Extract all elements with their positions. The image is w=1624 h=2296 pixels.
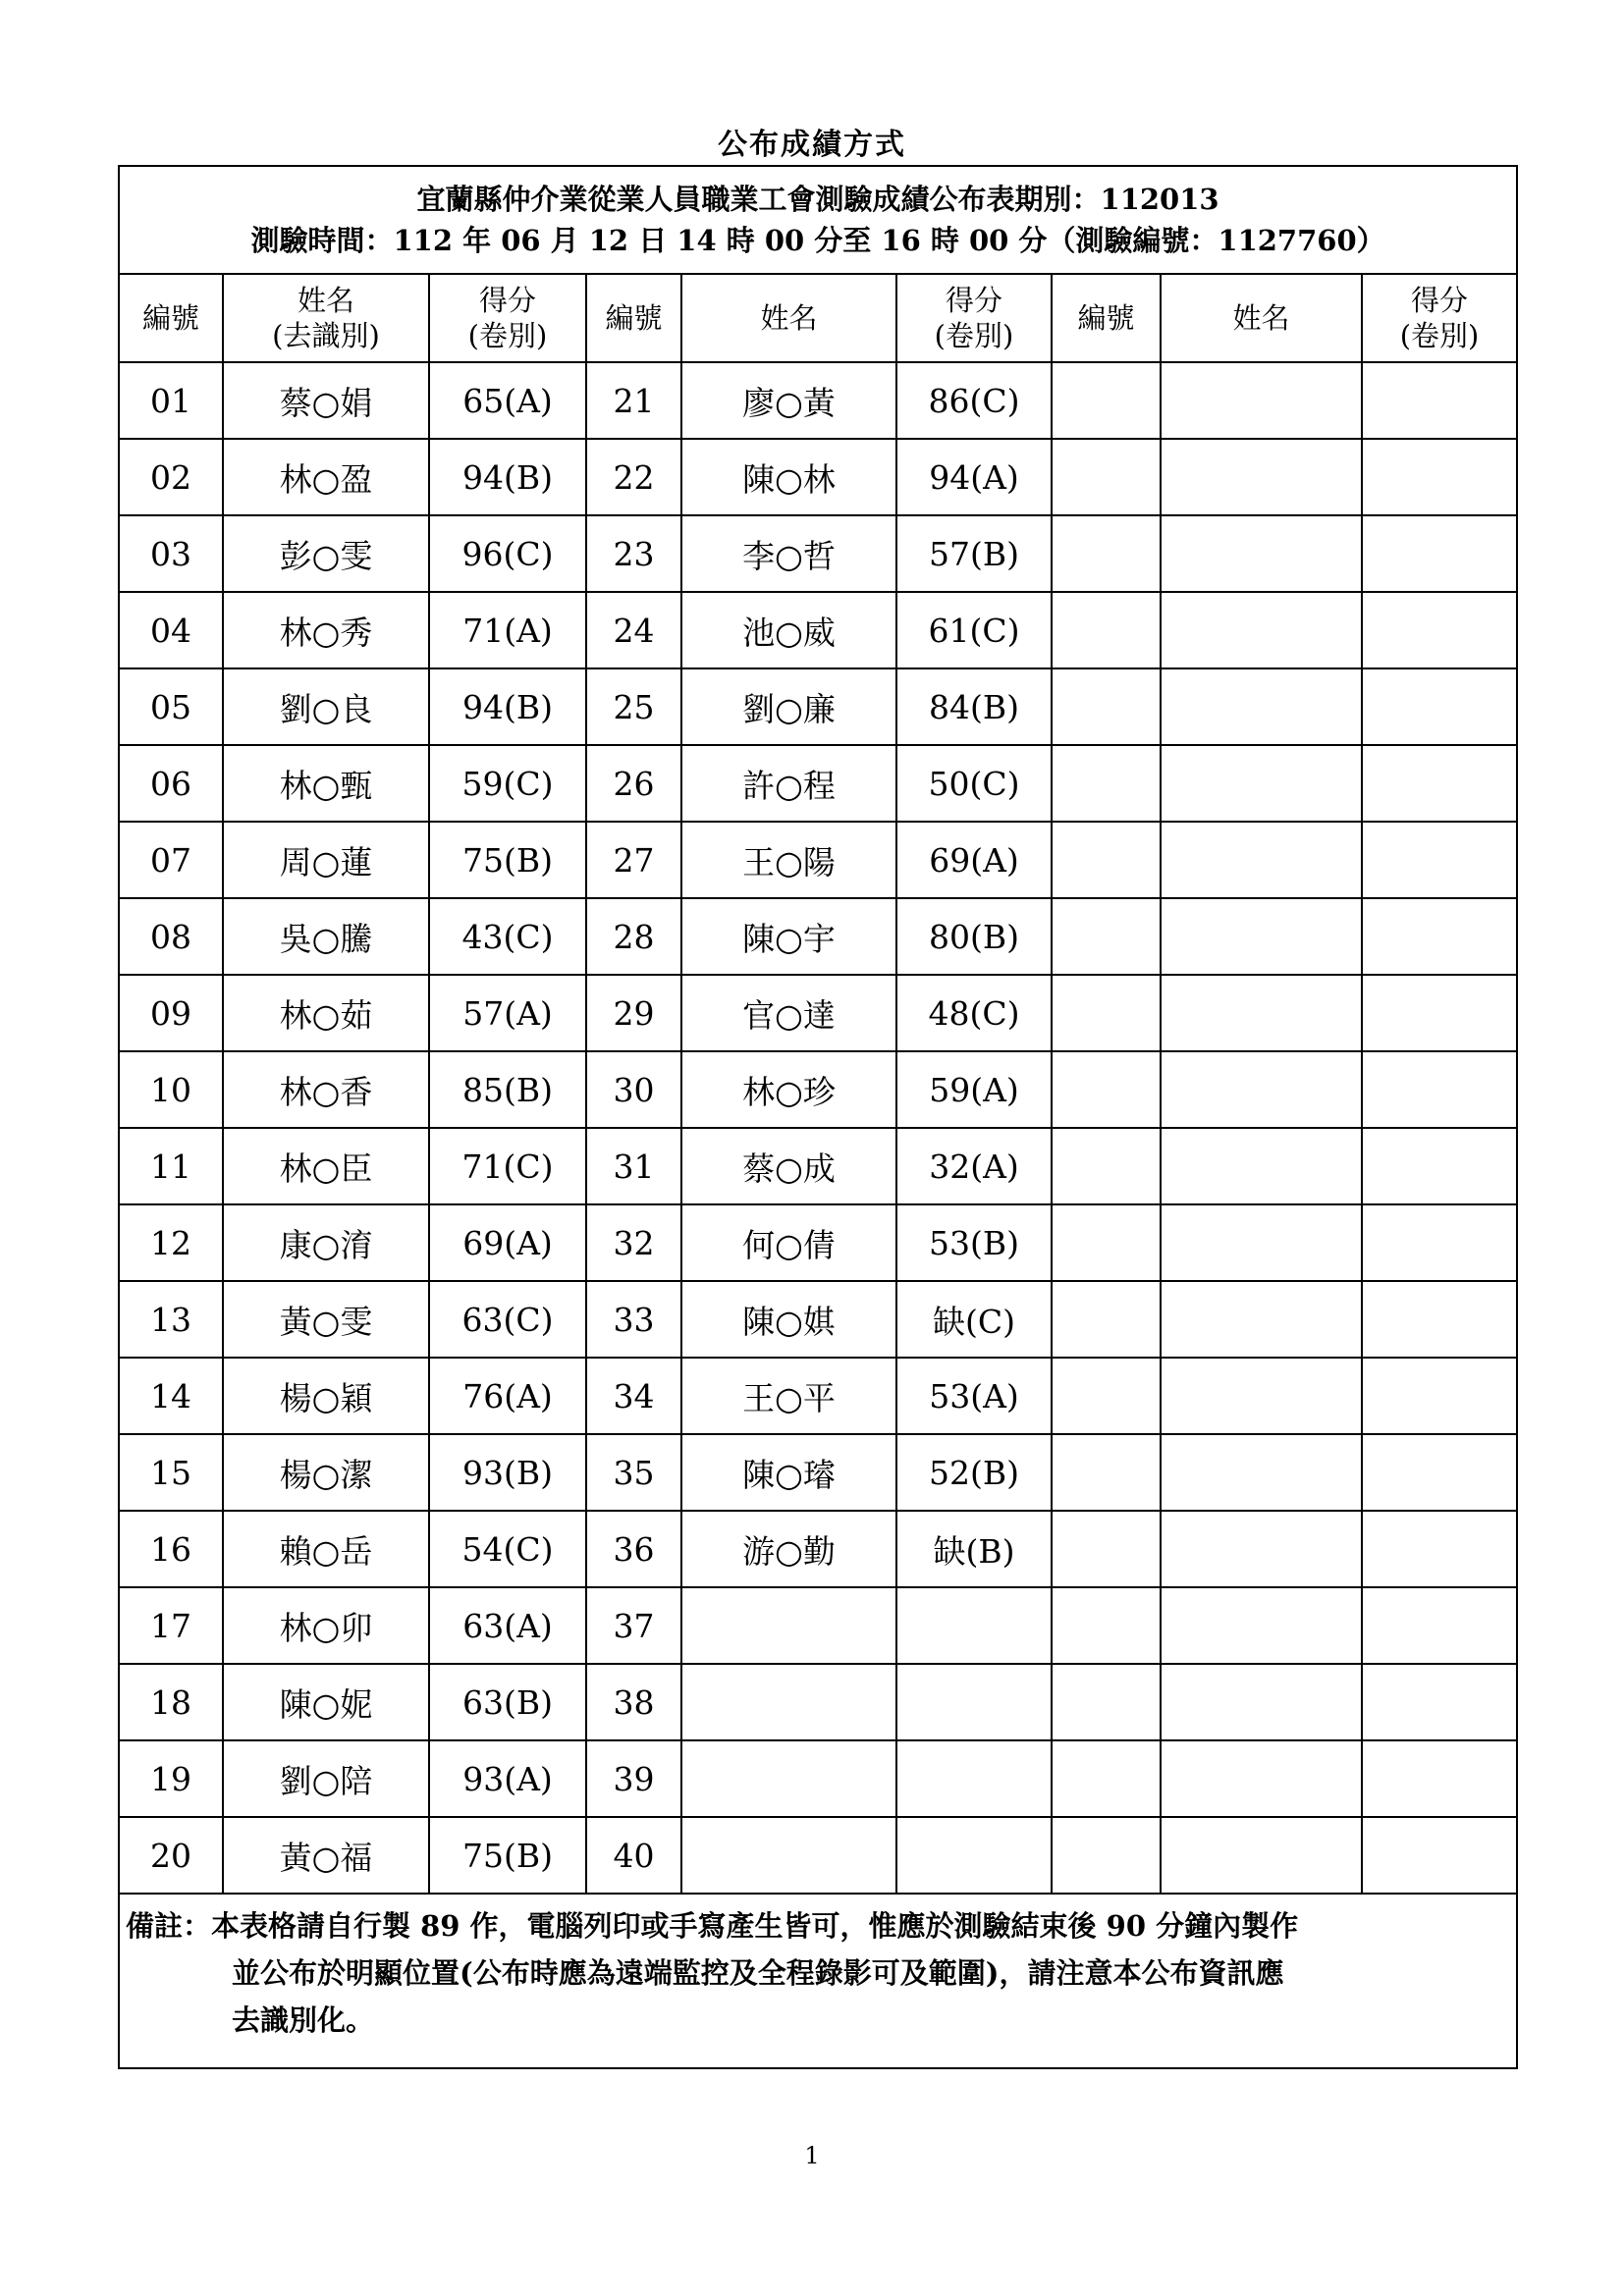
- row-name: 李○哲: [681, 515, 896, 592]
- row-name: 楊○潔: [223, 1434, 429, 1511]
- header-line-2: 測驗時間：112 年 06 月 12 日 14 時 00 分至 16 時 00 分（測驗編號：1127760）: [250, 224, 1385, 257]
- row-name: 王○平: [681, 1358, 896, 1434]
- table-row: [119, 1740, 1517, 1817]
- note-line3: 去識別化。: [232, 2003, 375, 2037]
- row-name: 陳○妮: [223, 1664, 429, 1740]
- col-score-3-l1: 得分: [1411, 284, 1469, 317]
- row-name: 林○珍: [681, 1051, 896, 1128]
- row-name: 吳○騰: [223, 898, 429, 975]
- table-row: [119, 1128, 1517, 1204]
- row-number: 19: [119, 1740, 223, 1817]
- empty-cell: [1362, 1281, 1517, 1358]
- row-name: 劉○陪: [223, 1740, 429, 1817]
- row-number: 34: [586, 1358, 681, 1434]
- empty-cell: [1052, 822, 1161, 898]
- row-number: 15: [119, 1434, 223, 1511]
- row-number: 21: [586, 362, 681, 439]
- row-score: [896, 1664, 1052, 1740]
- empty-cell: [1052, 1358, 1161, 1434]
- row-score: 80(B): [896, 898, 1052, 975]
- empty-cell: [1052, 1434, 1161, 1511]
- table-row: [119, 1358, 1517, 1434]
- table-row: [119, 1204, 1517, 1281]
- empty-cell: [1161, 1281, 1362, 1358]
- row-name: [681, 1817, 896, 1894]
- table-row: [119, 822, 1517, 898]
- row-name: 池○威: [681, 592, 896, 668]
- table-row: [119, 515, 1517, 592]
- row-score: 53(B): [896, 1204, 1052, 1281]
- row-score: 缺(C): [896, 1281, 1052, 1358]
- row-score: [896, 1817, 1052, 1894]
- row-score: 63(B): [429, 1664, 586, 1740]
- empty-cell: [1161, 975, 1362, 1051]
- col-name-2: 姓名: [681, 274, 896, 362]
- row-score: 54(C): [429, 1511, 586, 1587]
- row-score: 52(B): [896, 1434, 1052, 1511]
- col-name-deid-1-l2: (去識別): [272, 319, 380, 352]
- table-row: [119, 439, 1517, 515]
- row-number: 22: [586, 439, 681, 515]
- row-name: 官○達: [681, 975, 896, 1051]
- row-score: 69(A): [896, 822, 1052, 898]
- empty-cell: [1362, 362, 1517, 439]
- empty-cell: [1362, 1358, 1517, 1434]
- row-score: 94(A): [896, 439, 1052, 515]
- row-score: 96(C): [429, 515, 586, 592]
- note-line1: 備註：本表格請自行製 89 作，電腦列印或手寫產生皆可，惟應於測驗結束後 90 分鐘內製作: [126, 1909, 1299, 1943]
- empty-cell: [1052, 975, 1161, 1051]
- empty-cell: [1052, 439, 1161, 515]
- empty-cell: [1161, 668, 1362, 745]
- row-score: 84(B): [896, 668, 1052, 745]
- empty-cell: [1052, 592, 1161, 668]
- row-name: 林○茹: [223, 975, 429, 1051]
- row-number: 18: [119, 1664, 223, 1740]
- row-name: 林○甄: [223, 745, 429, 822]
- row-name: 陳○林: [681, 439, 896, 515]
- row-number: 28: [586, 898, 681, 975]
- empty-cell: [1362, 898, 1517, 975]
- row-number: 10: [119, 1051, 223, 1128]
- row-number: 25: [586, 668, 681, 745]
- col-name-deid-1-l1: 姓名: [297, 284, 354, 317]
- empty-cell: [1161, 898, 1362, 975]
- row-name: 劉○良: [223, 668, 429, 745]
- row-number: 30: [586, 1051, 681, 1128]
- row-name: 康○淯: [223, 1204, 429, 1281]
- empty-cell: [1052, 1511, 1161, 1587]
- empty-cell: [1161, 1434, 1362, 1511]
- row-number: 20: [119, 1817, 223, 1894]
- empty-cell: [1161, 1511, 1362, 1587]
- row-score: 76(A): [429, 1358, 586, 1434]
- row-score: 63(A): [429, 1587, 586, 1664]
- empty-cell: [1052, 1664, 1161, 1740]
- table-header: [119, 166, 1517, 274]
- empty-cell: [1161, 1204, 1362, 1281]
- row-name: 陳○娸: [681, 1281, 896, 1358]
- empty-cell: [1362, 592, 1517, 668]
- empty-cell: [1362, 1051, 1517, 1128]
- row-name: 劉○廉: [681, 668, 896, 745]
- empty-cell: [1052, 898, 1161, 975]
- table-row: [119, 1281, 1517, 1358]
- empty-cell: [1052, 1204, 1161, 1281]
- empty-cell: [1362, 668, 1517, 745]
- row-name: 周○蓮: [223, 822, 429, 898]
- empty-cell: [1362, 1740, 1517, 1817]
- row-name: 彭○雯: [223, 515, 429, 592]
- empty-cell: [1362, 1511, 1517, 1587]
- row-number: 33: [586, 1281, 681, 1358]
- empty-cell: [1161, 745, 1362, 822]
- empty-cell: [1362, 1434, 1517, 1511]
- row-score: 59(A): [896, 1051, 1052, 1128]
- note-line2: 並公布於明顯位置(公布時應為遠端監控及全程錄影可及範圍)，請注意本公布資訊應: [232, 1956, 1284, 1990]
- row-name: 廖○黃: [681, 362, 896, 439]
- row-number: 39: [586, 1740, 681, 1817]
- row-name: 黃○雯: [223, 1281, 429, 1358]
- row-name: 許○程: [681, 745, 896, 822]
- empty-cell: [1161, 1128, 1362, 1204]
- row-number: 14: [119, 1358, 223, 1434]
- note-cell: [119, 1894, 1517, 2068]
- row-name: 何○倩: [681, 1204, 896, 1281]
- empty-cell: [1161, 362, 1362, 439]
- table-row: [119, 1664, 1517, 1740]
- col-score-2-l2: (卷別): [934, 319, 1014, 352]
- row-score: 32(A): [896, 1128, 1052, 1204]
- row-score: [896, 1587, 1052, 1664]
- empty-cell: [1362, 1817, 1517, 1894]
- col-score-3: [1362, 274, 1517, 362]
- col-num-1: 編號: [119, 274, 223, 362]
- col-score-3-l2: (卷別): [1399, 319, 1480, 352]
- table-row: [119, 745, 1517, 822]
- row-name: 林○卯: [223, 1587, 429, 1664]
- table-row: [119, 975, 1517, 1051]
- col-score-1: [429, 274, 586, 362]
- empty-cell: [1161, 515, 1362, 592]
- empty-cell: [1161, 439, 1362, 515]
- row-score: 缺(B): [896, 1511, 1052, 1587]
- row-name: 陳○璿: [681, 1434, 896, 1511]
- table-header-row: [119, 166, 1517, 274]
- row-name: 蔡○娟: [223, 362, 429, 439]
- empty-cell: [1161, 1051, 1362, 1128]
- row-score: [896, 1740, 1052, 1817]
- empty-cell: [1161, 1587, 1362, 1664]
- table-row: [119, 1434, 1517, 1511]
- empty-cell: [1362, 745, 1517, 822]
- row-number: 16: [119, 1511, 223, 1587]
- empty-cell: [1052, 1587, 1161, 1664]
- row-number: 29: [586, 975, 681, 1051]
- table-row: [119, 898, 1517, 975]
- col-score-2-l1: 得分: [945, 284, 1002, 317]
- row-name: 林○盈: [223, 439, 429, 515]
- column-header-row: [119, 274, 1517, 362]
- empty-cell: [1052, 1281, 1161, 1358]
- empty-cell: [1362, 975, 1517, 1051]
- empty-cell: [1161, 1817, 1362, 1894]
- row-number: 26: [586, 745, 681, 822]
- col-score-2: [896, 274, 1052, 362]
- row-number: 31: [586, 1128, 681, 1204]
- col-name-3: 姓名: [1161, 274, 1362, 362]
- empty-cell: [1052, 362, 1161, 439]
- row-number: 24: [586, 592, 681, 668]
- row-number: 02: [119, 439, 223, 515]
- table-row: [119, 1587, 1517, 1664]
- row-score: 69(A): [429, 1204, 586, 1281]
- row-score: 59(C): [429, 745, 586, 822]
- empty-cell: [1052, 515, 1161, 592]
- row-number: 17: [119, 1587, 223, 1664]
- row-score: 94(B): [429, 439, 586, 515]
- row-score: 75(B): [429, 1817, 586, 1894]
- col-num-3: 編號: [1052, 274, 1161, 362]
- row-name: 黃○福: [223, 1817, 429, 1894]
- row-number: 37: [586, 1587, 681, 1664]
- row-number: 40: [586, 1817, 681, 1894]
- table-row: [119, 1511, 1517, 1587]
- row-number: 05: [119, 668, 223, 745]
- row-number: 01: [119, 362, 223, 439]
- row-number: 27: [586, 822, 681, 898]
- row-number: 36: [586, 1511, 681, 1587]
- row-name: 游○勤: [681, 1511, 896, 1587]
- row-score: 57(B): [896, 515, 1052, 592]
- row-score: 94(B): [429, 668, 586, 745]
- empty-cell: [1362, 822, 1517, 898]
- document-title: 公布成績方式: [718, 128, 906, 162]
- header-line-1: 宜蘭縣仲介業從業人員職業工會測驗成績公布表期別：112013: [416, 183, 1219, 216]
- empty-cell: [1362, 1664, 1517, 1740]
- row-name: [681, 1587, 896, 1664]
- empty-cell: [1052, 1740, 1161, 1817]
- empty-cell: [1362, 439, 1517, 515]
- empty-cell: [1161, 1740, 1362, 1817]
- empty-cell: [1052, 1128, 1161, 1204]
- row-number: 07: [119, 822, 223, 898]
- table-row: [119, 1817, 1517, 1894]
- table-row: [119, 1051, 1517, 1128]
- table-row: [119, 668, 1517, 745]
- row-name: 林○臣: [223, 1128, 429, 1204]
- empty-cell: [1362, 515, 1517, 592]
- empty-cell: [1161, 1664, 1362, 1740]
- empty-cell: [1052, 1051, 1161, 1128]
- row-score: 57(A): [429, 975, 586, 1051]
- row-number: 12: [119, 1204, 223, 1281]
- row-score: 43(C): [429, 898, 586, 975]
- note-row: [119, 1894, 1517, 2068]
- empty-cell: [1362, 1587, 1517, 1664]
- row-number: 23: [586, 515, 681, 592]
- row-name: 蔡○成: [681, 1128, 896, 1204]
- row-number: 32: [586, 1204, 681, 1281]
- table-row: [119, 592, 1517, 668]
- col-score-1-l1: 得分: [478, 284, 536, 317]
- col-score-1-l2: (卷別): [467, 319, 548, 352]
- row-number: 38: [586, 1664, 681, 1740]
- row-name: [681, 1664, 896, 1740]
- col-name-deid-1: [223, 274, 429, 362]
- empty-cell: [1052, 745, 1161, 822]
- row-score: 71(A): [429, 592, 586, 668]
- empty-cell: [1161, 592, 1362, 668]
- row-number: 08: [119, 898, 223, 975]
- row-number: 09: [119, 975, 223, 1051]
- row-score: 85(B): [429, 1051, 586, 1128]
- row-score: 61(C): [896, 592, 1052, 668]
- row-name: 賴○岳: [223, 1511, 429, 1587]
- row-score: 86(C): [896, 362, 1052, 439]
- row-score: 50(C): [896, 745, 1052, 822]
- row-name: 楊○穎: [223, 1358, 429, 1434]
- table-row: [119, 362, 1517, 439]
- row-score: 65(A): [429, 362, 586, 439]
- row-score: 93(B): [429, 1434, 586, 1511]
- row-number: 03: [119, 515, 223, 592]
- row-name: 王○陽: [681, 822, 896, 898]
- row-name: 林○秀: [223, 592, 429, 668]
- row-score: 75(B): [429, 822, 586, 898]
- empty-cell: [1052, 1817, 1161, 1894]
- col-num-2: 編號: [586, 274, 681, 362]
- row-number: 35: [586, 1434, 681, 1511]
- row-number: 04: [119, 592, 223, 668]
- empty-cell: [1362, 1128, 1517, 1204]
- row-name: [681, 1740, 896, 1817]
- row-name: 林○香: [223, 1051, 429, 1128]
- row-score: 71(C): [429, 1128, 586, 1204]
- empty-cell: [1362, 1204, 1517, 1281]
- row-score: 63(C): [429, 1281, 586, 1358]
- row-number: 13: [119, 1281, 223, 1358]
- row-score: 48(C): [896, 975, 1052, 1051]
- row-number: 06: [119, 745, 223, 822]
- empty-cell: [1161, 822, 1362, 898]
- row-name: 陳○宇: [681, 898, 896, 975]
- score-table: [118, 165, 1518, 2069]
- row-number: 11: [119, 1128, 223, 1204]
- page-number: 1: [804, 2142, 820, 2169]
- row-score: 53(A): [896, 1358, 1052, 1434]
- empty-cell: [1161, 1358, 1362, 1434]
- row-score: 93(A): [429, 1740, 586, 1817]
- empty-cell: [1052, 668, 1161, 745]
